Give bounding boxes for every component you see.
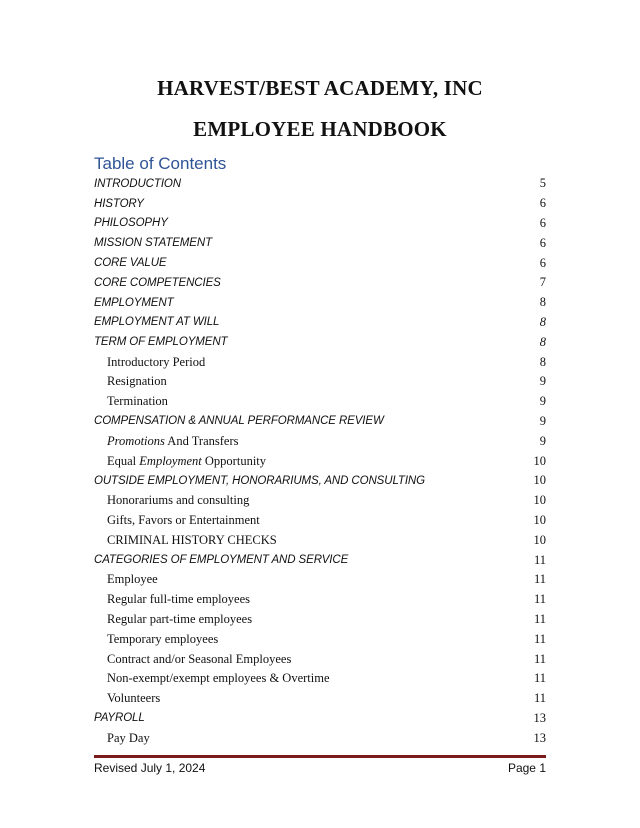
- toc-entry[interactable]: [94, 709, 546, 729]
- toc-entry[interactable]: [94, 214, 546, 234]
- toc-entry-title: Introductory Period: [107, 354, 206, 369]
- toc-entry-title: EMPLOYMENT AT WILL: [94, 316, 220, 329]
- toc-entry-page: 5: [539, 176, 546, 191]
- toc-entry-title: Equal Employment Opportunity: [107, 453, 267, 468]
- toc-entry[interactable]: [94, 530, 546, 550]
- toc-entry-page: 10: [533, 512, 546, 527]
- toc-entry[interactable]: [94, 332, 546, 352]
- document-title: EMPLOYEE HANDBOOK: [193, 117, 447, 141]
- toc-entry[interactable]: [94, 293, 546, 313]
- toc-entry-title: Employee: [107, 572, 158, 587]
- toc-entry-page: 10: [533, 493, 546, 508]
- toc-entry[interactable]: [94, 511, 546, 531]
- toc-entry-title: Volunteers: [107, 691, 161, 706]
- toc-entry-title: CORE VALUE: [94, 257, 167, 270]
- toc-entry-title: Regular part-time employees: [107, 611, 253, 626]
- footer-rule: [94, 755, 546, 758]
- toc-entry-page: 11: [533, 671, 546, 686]
- toc-entry-page: 6: [539, 255, 546, 270]
- toc-entry[interactable]: [94, 669, 546, 689]
- toc-entry-page: 9: [539, 433, 546, 448]
- toc-entry[interactable]: [94, 728, 546, 748]
- toc-entry-title: OUTSIDE EMPLOYMENT, HONORARIUMS, AND CONSULTING: [94, 474, 425, 487]
- toc-entry[interactable]: [94, 174, 546, 194]
- toc-entry-title: MISSION STATEMENT: [94, 237, 212, 250]
- toc-entry-title: CATEGORIES OF EMPLOYMENT AND SERVICE: [94, 554, 349, 567]
- toc-entry[interactable]: [94, 431, 546, 451]
- toc-entry-page: 6: [539, 235, 546, 250]
- toc-entry-page: 7: [539, 275, 546, 290]
- toc-entry-page: 11: [533, 592, 546, 607]
- toc-entry-title: Gifts, Favors or Entertainment: [107, 512, 260, 527]
- toc-entry-title: COMPENSATION & ANNUAL PERFORMANCE REVIEW: [94, 415, 384, 428]
- toc-entry-page: 10: [533, 473, 546, 488]
- toc-entry[interactable]: [94, 194, 546, 214]
- toc-entry[interactable]: [94, 451, 546, 471]
- toc-entry[interactable]: [94, 590, 546, 610]
- toc-entry-title: INTRODUCTION: [94, 177, 181, 190]
- toc-entry-page: 10: [533, 453, 546, 468]
- toc-entry-page: 9: [539, 413, 546, 428]
- toc-entry-title: Termination: [107, 394, 168, 409]
- toc-entry[interactable]: [94, 649, 546, 669]
- toc-entry-page: 8: [539, 314, 546, 329]
- toc-entry-title: Temporary employees: [107, 631, 219, 646]
- toc-entry-title: Non-exempt/exempt employees & Overtime: [107, 671, 330, 686]
- toc-entry[interactable]: [94, 352, 546, 372]
- organization-title: HARVEST/BEST ACADEMY, INC: [157, 76, 483, 100]
- toc-entry-page: 11: [533, 572, 546, 587]
- toc-entry[interactable]: [94, 570, 546, 590]
- toc-entry-title: Resignation: [107, 374, 167, 389]
- toc-entry-page: 11: [533, 651, 546, 666]
- toc-entry-page: 6: [539, 215, 546, 230]
- toc-entry-title: CRIMINAL HISTORY CHECKS: [107, 532, 277, 547]
- toc-entry-page: 6: [539, 196, 546, 211]
- toc-entry-page: 13: [533, 710, 546, 725]
- toc-entry[interactable]: [94, 689, 546, 709]
- toc-entry-page: 13: [533, 730, 546, 745]
- revision-date: Revised July 1, 2024: [94, 761, 206, 775]
- toc-entry-title: CORE COMPETENCIES: [94, 276, 221, 289]
- toc-entry-page: 9: [539, 394, 546, 409]
- toc-entry[interactable]: [94, 313, 546, 333]
- toc-entry[interactable]: [94, 253, 546, 273]
- toc-entry-title: Promotions And Transfers: [107, 433, 239, 448]
- toc-entry-title: HISTORY: [94, 197, 144, 210]
- page-footer: [94, 761, 546, 775]
- table-of-contents: [94, 174, 546, 748]
- toc-heading: Table of Contents: [94, 154, 227, 173]
- toc-entry-title: Regular full-time employees: [107, 592, 251, 607]
- toc-entry[interactable]: [94, 372, 546, 392]
- toc-entry-page: 10: [533, 532, 546, 547]
- toc-entry-page: 8: [539, 334, 546, 349]
- toc-entry-title: Contract and/or Seasonal Employees: [107, 651, 292, 666]
- toc-entry-title: Pay Day: [107, 730, 150, 745]
- toc-entry-page: 8: [539, 295, 546, 310]
- toc-entry-title: Honorariums and consulting: [107, 493, 250, 508]
- toc-entry[interactable]: [94, 233, 546, 253]
- toc-entry-title: TERM OF EMPLOYMENT: [94, 336, 228, 349]
- toc-entry[interactable]: [94, 392, 546, 412]
- toc-entry[interactable]: [94, 471, 546, 491]
- toc-entry-page: 11: [533, 631, 546, 646]
- toc-entry[interactable]: [94, 412, 546, 432]
- toc-entry-page: 9: [539, 374, 546, 389]
- toc-entry-title: PAYROLL: [94, 712, 145, 725]
- toc-entry[interactable]: [94, 491, 546, 511]
- toc-entry[interactable]: [94, 629, 546, 649]
- toc-entry-page: 11: [533, 611, 546, 626]
- toc-entry[interactable]: [94, 610, 546, 630]
- toc-entry[interactable]: [94, 273, 546, 293]
- toc-entry-page: 8: [539, 354, 546, 369]
- toc-entry-title: EMPLOYMENT: [94, 296, 174, 309]
- toc-entry-title: PHILOSOPHY: [94, 217, 168, 230]
- toc-entry-page: 11: [533, 552, 546, 567]
- toc-entry[interactable]: [94, 550, 546, 570]
- page-number: Page 1: [507, 761, 546, 775]
- toc-entry-page: 11: [533, 691, 546, 706]
